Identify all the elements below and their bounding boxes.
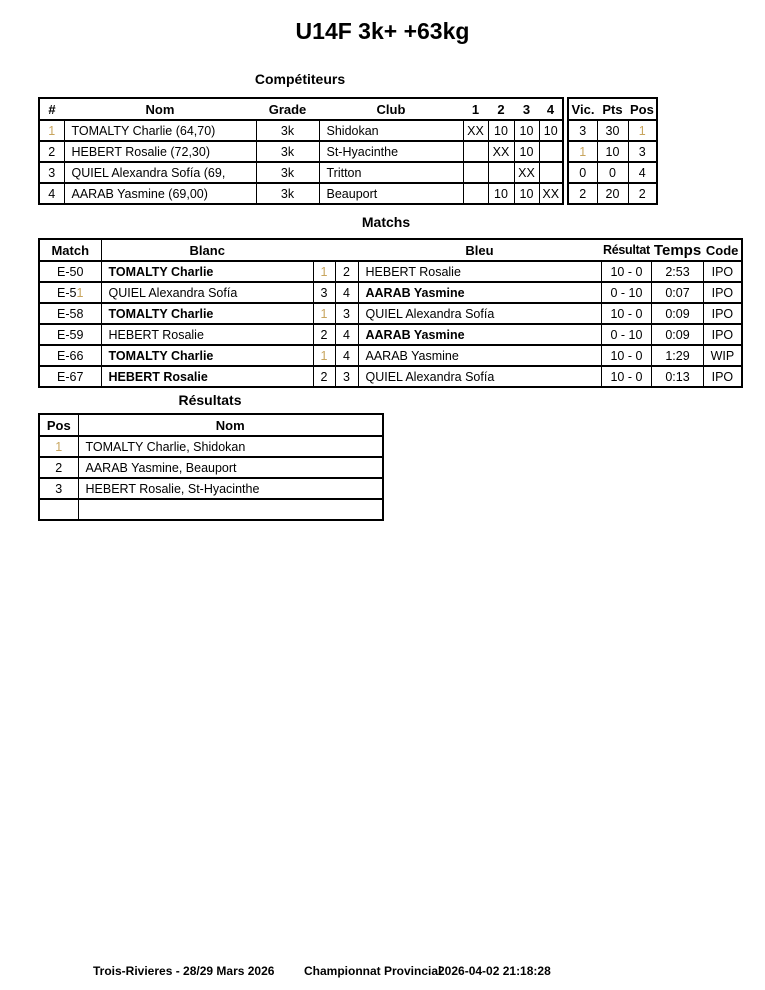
match-result: 10 - 0 bbox=[601, 303, 652, 324]
match-id: E-67 bbox=[39, 366, 101, 387]
competitor-num: 3 bbox=[39, 162, 64, 183]
result-row bbox=[39, 478, 383, 499]
blanc-name: HEBERT Rosalie bbox=[101, 324, 313, 345]
match-result: 10 - 0 bbox=[601, 345, 652, 366]
match-time: 0:13 bbox=[652, 366, 703, 387]
blanc-name: QUIEL Alexandra Sofía bbox=[101, 282, 313, 303]
col-header-p4: 4 bbox=[539, 98, 563, 120]
bleu-num: 2 bbox=[335, 261, 358, 282]
match-code: IPO bbox=[703, 261, 742, 282]
blanc-num: 1 bbox=[313, 345, 335, 366]
result-pos: 1 bbox=[39, 436, 78, 457]
bleu-num: 4 bbox=[335, 324, 358, 345]
pool-score bbox=[463, 141, 488, 162]
match-code: IPO bbox=[703, 303, 742, 324]
competitor-nom: QUIEL Alexandra Sofía (69, bbox=[64, 162, 256, 183]
match-code: WIP bbox=[703, 345, 742, 366]
col-header-nom: Nom bbox=[64, 98, 256, 120]
competitor-grade: 3k bbox=[256, 162, 319, 183]
results-header-row bbox=[39, 414, 383, 436]
result-pos bbox=[39, 499, 78, 520]
blanc-name: TOMALTY Charlie bbox=[101, 345, 313, 366]
competitors-header-row bbox=[39, 98, 563, 120]
matches-heading: Matchs bbox=[361, 214, 411, 230]
pool-score bbox=[463, 183, 488, 204]
competitor-row bbox=[39, 162, 563, 183]
col-header-blanc: Blanc bbox=[101, 239, 313, 261]
result-pos: 2 bbox=[39, 457, 78, 478]
bleu-num: 3 bbox=[335, 303, 358, 324]
competitor-grade: 3k bbox=[256, 141, 319, 162]
match-time: 2:53 bbox=[652, 261, 703, 282]
match-id: E-51 bbox=[39, 282, 101, 303]
col-header-p1: 1 bbox=[463, 98, 488, 120]
competitor-grade: 3k bbox=[256, 183, 319, 204]
competitor-num: 2 bbox=[39, 141, 64, 162]
matches-header-row bbox=[39, 239, 742, 261]
match-result: 10 - 0 bbox=[601, 366, 652, 387]
pool-score bbox=[488, 162, 514, 183]
points: 10 bbox=[597, 141, 628, 162]
col-header-p3: 3 bbox=[514, 98, 539, 120]
bleu-name: AARAB Yasmine bbox=[358, 345, 601, 366]
col-header-bleu-num bbox=[335, 239, 358, 261]
footer-venue-date: Trois-Rivieres - 28/29 Mars 2026 bbox=[93, 964, 275, 978]
pool-score bbox=[539, 141, 563, 162]
match-id: E-58 bbox=[39, 303, 101, 324]
competitor-grade: 3k bbox=[256, 120, 319, 141]
standings-row bbox=[568, 162, 657, 183]
col-header-vic: Vic. bbox=[568, 98, 597, 120]
match-time: 0:09 bbox=[652, 303, 703, 324]
bleu-name: AARAB Yasmine bbox=[358, 324, 601, 345]
col-header-blanc-num bbox=[313, 239, 335, 261]
pool-score: XX bbox=[488, 141, 514, 162]
match-result: 0 - 10 bbox=[601, 282, 652, 303]
match-time: 1:29 bbox=[652, 345, 703, 366]
match-time: 0:09 bbox=[652, 324, 703, 345]
points: 20 bbox=[597, 183, 628, 204]
pool-score: XX bbox=[463, 120, 488, 141]
match-result: 0 - 10 bbox=[601, 324, 652, 345]
blanc-name: TOMALTY Charlie bbox=[101, 303, 313, 324]
matches-table-wrap bbox=[38, 238, 743, 388]
competitor-num: 4 bbox=[39, 183, 64, 204]
matches-table bbox=[38, 238, 743, 388]
competitor-row bbox=[39, 141, 563, 162]
competitors-heading: Compétiteurs bbox=[254, 71, 346, 87]
bleu-name: QUIEL Alexandra Sofía bbox=[358, 303, 601, 324]
blanc-num: 2 bbox=[313, 324, 335, 345]
victories: 2 bbox=[568, 183, 597, 204]
match-row bbox=[39, 366, 742, 387]
position: 1 bbox=[628, 120, 657, 141]
blanc-num: 2 bbox=[313, 366, 335, 387]
standings-header-row bbox=[568, 98, 657, 120]
page-title: U14F 3k+ +63kg bbox=[295, 18, 470, 44]
victories: 3 bbox=[568, 120, 597, 141]
result-nom bbox=[78, 499, 383, 520]
results-heading: Résultats bbox=[178, 392, 242, 408]
victories: 1 bbox=[568, 141, 597, 162]
match-result: 10 - 0 bbox=[601, 261, 652, 282]
footer-print-timestamp: 2026-04-02 21:18:28 bbox=[438, 964, 551, 978]
competitor-nom: HEBERT Rosalie (72,30) bbox=[64, 141, 256, 162]
pool-score bbox=[463, 162, 488, 183]
standings-subtable bbox=[567, 97, 658, 205]
pool-score: 10 bbox=[539, 120, 563, 141]
col-header-temps: Temps bbox=[652, 239, 703, 261]
competitors-table bbox=[38, 97, 564, 205]
blanc-num: 1 bbox=[313, 303, 335, 324]
col-header-pts: Pts bbox=[597, 98, 628, 120]
competitor-nom: TOMALTY Charlie (64,70) bbox=[64, 120, 256, 141]
col-header-num: # bbox=[39, 98, 64, 120]
competitor-row bbox=[39, 183, 563, 204]
result-row bbox=[39, 457, 383, 478]
result-row bbox=[39, 499, 383, 520]
match-row bbox=[39, 261, 742, 282]
match-row bbox=[39, 324, 742, 345]
col-header-resultat: Résultat bbox=[601, 239, 652, 261]
match-id: E-50 bbox=[39, 261, 101, 282]
pool-score bbox=[539, 162, 563, 183]
blanc-num: 1 bbox=[313, 261, 335, 282]
col-header-pos: Pos bbox=[39, 414, 78, 436]
competitor-num: 1 bbox=[39, 120, 64, 141]
position: 4 bbox=[628, 162, 657, 183]
bleu-num: 3 bbox=[335, 366, 358, 387]
competitor-nom: AARAB Yasmine (69,00) bbox=[64, 183, 256, 204]
match-row bbox=[39, 345, 742, 366]
col-header-club: Club bbox=[319, 98, 463, 120]
col-header-pos: Pos bbox=[628, 98, 657, 120]
bleu-name: AARAB Yasmine bbox=[358, 282, 601, 303]
pool-score: 10 bbox=[488, 120, 514, 141]
competitors-table-group bbox=[38, 97, 658, 205]
pool-score: 10 bbox=[514, 141, 539, 162]
results-table-wrap bbox=[38, 413, 384, 521]
page-footer bbox=[0, 964, 765, 980]
pool-score: 10 bbox=[514, 120, 539, 141]
pool-score: XX bbox=[539, 183, 563, 204]
points: 0 bbox=[597, 162, 628, 183]
match-code: IPO bbox=[703, 366, 742, 387]
col-header-match: Match bbox=[39, 239, 101, 261]
position: 2 bbox=[628, 183, 657, 204]
bleu-name: HEBERT Rosalie bbox=[358, 261, 601, 282]
match-id: E-59 bbox=[39, 324, 101, 345]
competitor-club: St-Hyacinthe bbox=[319, 141, 463, 162]
footer-event-name: Championnat Provincial bbox=[304, 964, 442, 978]
standings-row bbox=[568, 120, 657, 141]
blanc-name: TOMALTY Charlie bbox=[101, 261, 313, 282]
competitor-club: Beauport bbox=[319, 183, 463, 204]
pool-score: XX bbox=[514, 162, 539, 183]
competitor-club: Tritton bbox=[319, 162, 463, 183]
match-time: 0:07 bbox=[652, 282, 703, 303]
match-row bbox=[39, 303, 742, 324]
col-header-nom: Nom bbox=[78, 414, 383, 436]
points: 30 bbox=[597, 120, 628, 141]
result-row bbox=[39, 436, 383, 457]
col-header-bleu: Bleu bbox=[358, 239, 601, 261]
match-code: IPO bbox=[703, 282, 742, 303]
match-id: E-66 bbox=[39, 345, 101, 366]
standings-row bbox=[568, 141, 657, 162]
result-pos: 3 bbox=[39, 478, 78, 499]
pool-score: 10 bbox=[488, 183, 514, 204]
competitor-row bbox=[39, 120, 563, 141]
bleu-num: 4 bbox=[335, 345, 358, 366]
pool-score: 10 bbox=[514, 183, 539, 204]
col-header-code: Code bbox=[703, 239, 742, 261]
result-nom: TOMALTY Charlie, Shidokan bbox=[78, 436, 383, 457]
victories: 0 bbox=[568, 162, 597, 183]
match-row bbox=[39, 282, 742, 303]
result-nom: AARAB Yasmine, Beauport bbox=[78, 457, 383, 478]
competitor-club: Shidokan bbox=[319, 120, 463, 141]
col-header-grade: Grade bbox=[256, 98, 319, 120]
result-nom: HEBERT Rosalie, St-Hyacinthe bbox=[78, 478, 383, 499]
bleu-name: QUIEL Alexandra Sofía bbox=[358, 366, 601, 387]
blanc-num: 3 bbox=[313, 282, 335, 303]
bleu-num: 4 bbox=[335, 282, 358, 303]
position: 3 bbox=[628, 141, 657, 162]
standings-row bbox=[568, 183, 657, 204]
results-table bbox=[38, 413, 384, 521]
match-code: IPO bbox=[703, 324, 742, 345]
col-header-p2: 2 bbox=[488, 98, 514, 120]
blanc-name: HEBERT Rosalie bbox=[101, 366, 313, 387]
